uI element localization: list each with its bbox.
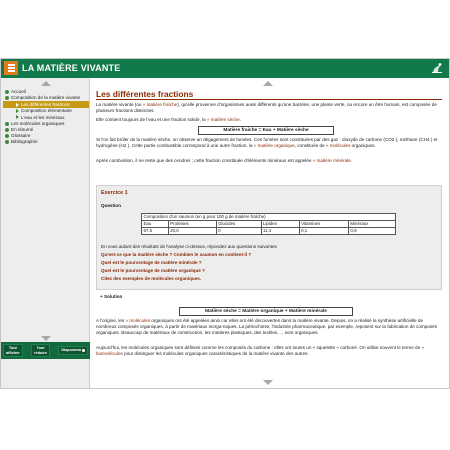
sidebar-item-accueil[interactable] [3,89,89,95]
exercise-panel [96,185,442,290]
content-scroll-down-button[interactable] [263,380,273,385]
glossary-link[interactable]: » matière minérale [312,158,351,163]
paragraph-origin: A l'origine, les » molécules organiques ont été appelées ainsi car elles ont été découvertes dans la matière vivante. Depuis, on a réalisé la synthèse artificielle de nombreux composés organiques, à partir de matériaux inorga-niques. La pétrochimie, l'industrie pharmaceutique, par exemple, reposent sur la fabrication de composés organiques. Beaucoup de matériaux de construction, les matières plastiques, des textiles... , sont organiques. [96,318,437,336]
question-item[interactable]: Quel est le pourcentage de matière minérale ? [101,260,202,265]
sidebar-item-label: L'eau et les minéraux [21,114,65,120]
bullet-icon [5,128,9,132]
exercise-title: Exercice 1 [101,190,128,196]
content-scroll-up-button[interactable] [263,81,273,86]
paragraph-definition: Aujourd'hui, les molécules organiques sont définies comme les composés du carbone : elles ont toutes un « squelette » carboné. On utilise souvent le terme de » biomolécules pour distinguer les molécules organiques caractéristiques de la matière vivante des autres. [96,345,424,357]
sidebar-item-label: Les molécules organiques [11,120,65,126]
sidebar-item-label: Composition de la matière vivante [11,95,81,101]
arrow-icon [16,103,19,107]
sidebar-item-label: Composition élémentaire [21,108,72,114]
sidebar-item-label: Glossaire [11,133,31,139]
title-divider [96,99,442,100]
arrow-icon [16,115,19,119]
glossary-link[interactable]: » molécules [125,318,151,323]
question-label: Question [101,203,121,208]
glossary-link[interactable]: » matière fraîche [142,102,178,107]
arrow-icon [16,109,19,113]
table-header-cell: Protéines [168,221,216,228]
glossary-link[interactable]: » matière sèche [206,117,240,122]
table-cell: 0 [216,228,261,235]
table-row [142,228,396,235]
main-content [93,81,445,388]
paragraph-combustion: Si l'on fait brûler de la matière sèche, on observe un dégagement de fumées. Ces fumées sont constituées par des gaz : dioxyde de carbone (CO2 ), méthane (CH4 ) et hydrogène (H2 ). Cette partie combustible correspond à une autre fraction, la » matière organique, constituée de » molécules organiques. [96,137,438,149]
collapse-all-button[interactable]: Tout réduire [31,344,50,356]
sidebar-item-label: Accueil [11,89,26,94]
hamburger-icon [8,64,15,65]
slideshow-button[interactable]: Diaporama [58,346,88,354]
publisher-logo-icon[interactable] [430,61,444,75]
page-title: Les différentes fractions [96,89,194,99]
table-header-cell: Glucides [216,221,261,228]
table-of-contents [3,89,89,145]
scroll-down-button[interactable] [1,334,90,342]
solution-toggle[interactable]: + Solution [100,294,123,299]
sidebar-item-label: Les différentes fractions [21,101,70,107]
sidebar-item-glossaire[interactable] [3,133,89,139]
menu-button[interactable] [4,61,18,75]
question-item[interactable]: Quel est le pourcentage de matière organique ? [101,268,205,273]
table-row [142,221,396,228]
question-item[interactable]: Citez des exemples de molécules organiques. [101,276,202,281]
table-cell: 20,0 [168,228,216,235]
chevron-down-icon [263,380,273,385]
sidebar-bottom-bar [1,342,90,359]
paragraph-intro: La matière vivante (ou » matière fraîche), qu'elle provienne d'organismes aussi différents qu'une bactérie, une plante verte, ou encore un être humain, est composée de plusieurs fractions distinctes. [96,102,437,114]
bullet-icon [5,96,9,100]
glossary-link[interactable]: » matière organique [253,143,295,149]
sidebar-item-fractions[interactable] [3,101,89,107]
data-table [141,213,396,235]
sidebar [1,78,90,388]
bullet-icon [5,134,9,138]
app-window [0,58,450,389]
table-header-cell: Lipides [261,221,299,228]
sidebar-item-bibliographie[interactable] [3,139,89,145]
table-caption: Composition d'un saumon (en g pour 100 g de matière fraîche) [142,214,396,221]
table-cell: 67,6 [142,228,169,235]
sidebar-item-label: Bibliographie [11,139,38,145]
play-icon [82,349,85,352]
table-cell: 0,1 [299,228,348,235]
table-row [142,214,396,221]
table-cell: 0,9 [348,228,395,235]
sidebar-item-composition[interactable] [3,95,89,101]
app-title: LA MATIÈRE VIVANTE [22,63,121,73]
glossary-link[interactable]: » molécules [325,143,351,149]
glossary-link[interactable]: » biomolécules [96,345,424,357]
chevron-up-icon [41,81,51,86]
sidebar-item-resume[interactable] [3,127,89,133]
scroll-up-button[interactable] [1,79,90,87]
table-cell: 11,4 [261,228,299,235]
paragraph-composition: Elle contient toujours de l'eau et une fraction solide, la » matière sèche. [96,117,241,122]
sidebar-item-composition-elementaire[interactable] [3,108,89,114]
table-header-cell: Eau [142,221,169,228]
sidebar-item-molecules-organiques[interactable] [3,121,89,127]
exercise-intro: En vous aidant des résultats de l'analyse ci-dessus, répondez aux questions suivantes [101,244,277,249]
chevron-up-icon [263,81,273,86]
header-bar [1,59,449,78]
show-all-button[interactable]: Tout afficher [3,344,23,356]
paragraph-ashes: Après combustion, il ne reste que des cendres ; cette fraction constituée d'éléments minéraux est appelée » matière minérale. [96,158,352,163]
table-header-cell: Minéraux [348,221,395,228]
question-item[interactable]: Qu'est-ce que la matière sèche ? Combien le saumon en contient-il ? [101,252,252,257]
chevron-down-icon [41,336,51,341]
sidebar-item-eau-mineraux[interactable] [3,115,89,121]
sidebar-item-label: En résumé [11,126,34,132]
bullet-icon [5,122,9,126]
bullet-icon [5,140,9,144]
formula-box: Matière sèche = Matière organique + Matière minérale [179,307,353,316]
formula-box: Matière fraiche = Eau + Matière sèche [198,126,334,135]
bullet-icon [5,90,9,94]
table-header-cell: Vitamines [299,221,348,228]
